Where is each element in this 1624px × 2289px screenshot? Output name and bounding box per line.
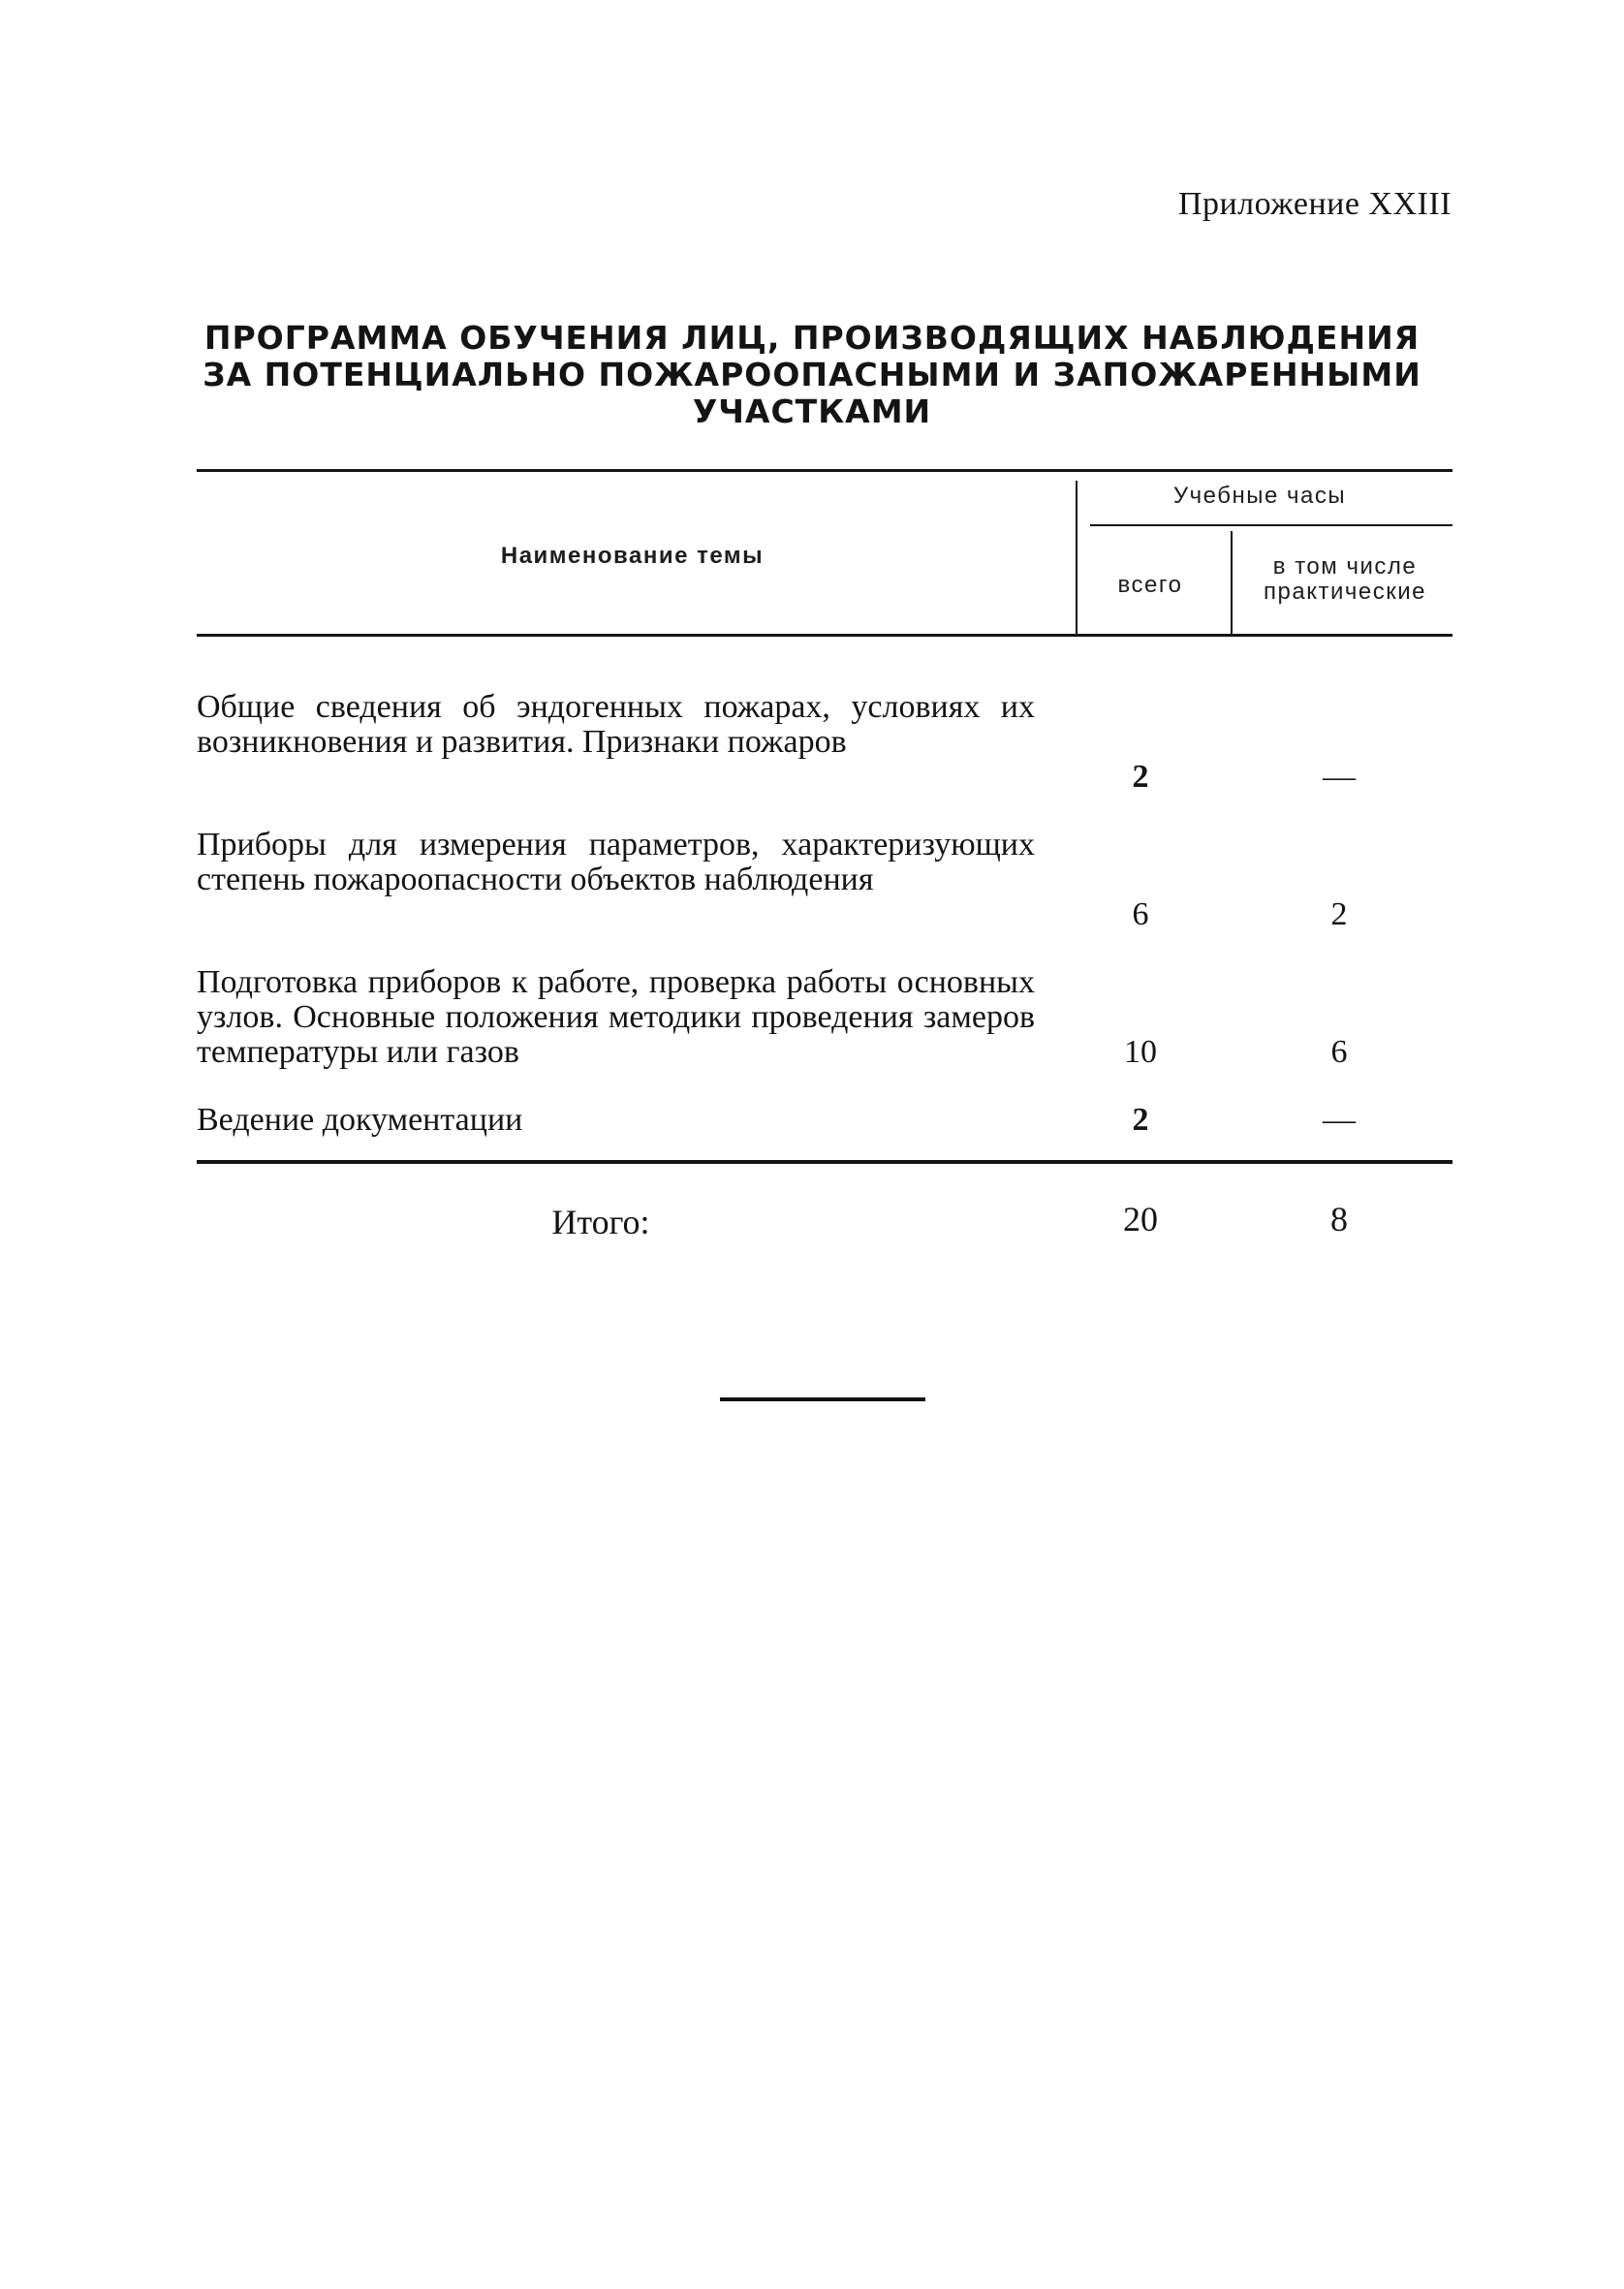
end-separator-rule [720,1397,925,1401]
table-row-total: 2 [1132,759,1149,795]
header-study-hours: Учебные часы [1172,483,1347,509]
header-total: всего [1117,572,1183,598]
table-row-practical: — [1323,1102,1356,1138]
table-row-topic: Подготовка приборов к работе, проверка работы основных узлов. Основные положения методики проведения замеров температуры или газов [197,964,1035,1070]
table-row-topic: Приборы для измерения параметров, характеризующих степень пожароопасности объектов наблюдения [197,827,1035,897]
title-line: ЗА ПОТЕНЦИАЛЬНО ПОЖАРООПАСНЫМИ И ЗАПОЖАРЕННЫМИ [203,356,1421,393]
title-line: УЧАСТКАМИ [692,392,932,430]
title-line: ПРОГРАММА ОБУЧЕНИЯ ЛИЦ, ПРОИЗВОДЯЩИХ НАБЛЮДЕНИЯ [203,319,1421,357]
header-bottom-rule [197,634,1452,637]
table-top-rule [197,469,1452,472]
table-row-practical: — [1323,759,1356,795]
table-row-total: 2 [1132,1102,1149,1138]
summary-label: Итого: [551,1203,650,1241]
header-practical [1233,554,1457,605]
table-row-topic: Общие сведения об эндогенных пожарах, условиях их возникновения и развития. Признаки пожаров [197,689,1035,760]
header-practical-line: в том числе [1272,553,1418,580]
table-row-total: 6 [1132,896,1149,932]
header-practical-line: практические [1264,579,1426,605]
appendix-label: Приложение XXIII [1177,186,1452,222]
table-row-total: 10 [1124,1034,1157,1070]
summary-practical: 8 [1330,1200,1348,1239]
document-title [194,320,1430,430]
header-topic-name: Наименование темы [500,543,765,569]
table-row-topic: Ведение документации [197,1102,523,1138]
table-row-practical: 2 [1330,896,1348,932]
table-row-practical: 6 [1330,1034,1348,1070]
table-bottom-rule [197,1160,1452,1164]
hours-subheader-rule [1090,524,1452,526]
summary-total: 20 [1123,1200,1158,1239]
